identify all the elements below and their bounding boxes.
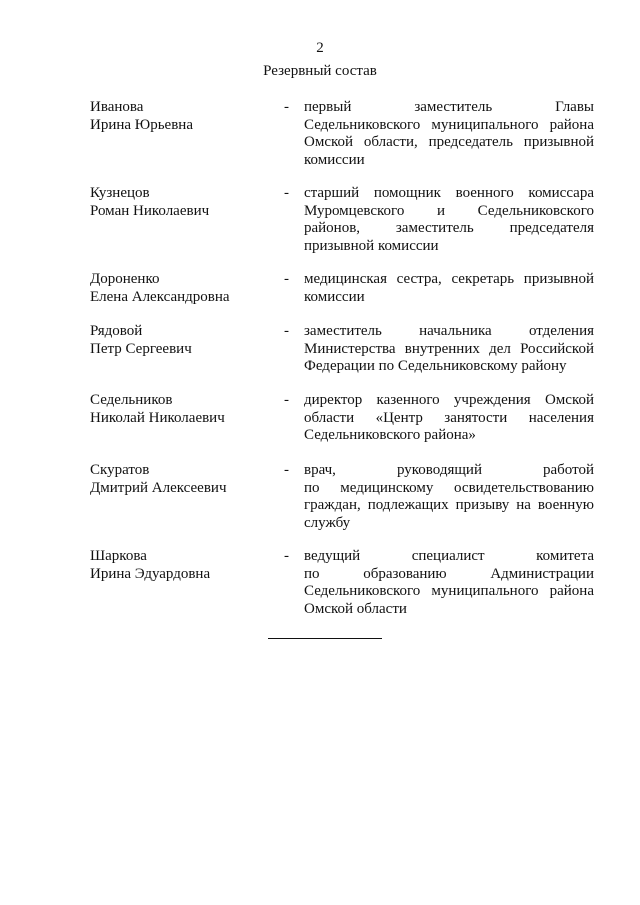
role-line: по медицинскому освидетельствованию bbox=[304, 479, 594, 496]
dash-separator: - bbox=[284, 548, 289, 564]
member-given-names: Елена Александровна bbox=[90, 288, 230, 305]
member-name bbox=[90, 548, 280, 583]
dash-separator: - bbox=[284, 271, 289, 287]
role-line: комиссии bbox=[304, 288, 365, 305]
role-line: старший помощник военного комиссара bbox=[304, 185, 594, 201]
role-line: районов, заместитель председателя bbox=[304, 220, 594, 236]
role-line: Седельниковского муниципального района bbox=[304, 583, 594, 599]
member-name bbox=[90, 271, 280, 306]
role-line: Министерства внутренних дел Российской bbox=[304, 340, 594, 357]
page-title: Резервный состав bbox=[263, 63, 377, 79]
member-given-names: Петр Сергеевич bbox=[90, 340, 192, 357]
member-given-names: Николай Николаевич bbox=[90, 409, 225, 426]
member-surname: Скуратов bbox=[90, 462, 150, 478]
member-name bbox=[90, 99, 280, 134]
member-surname: Седельников bbox=[90, 392, 173, 408]
member-role bbox=[304, 548, 594, 618]
role-line: Муромцевского и Седельниковского bbox=[304, 202, 594, 219]
member-role bbox=[304, 271, 594, 306]
member-given-names: Ирина Юрьевна bbox=[90, 116, 193, 133]
member-given-names: Ирина Эдуардовна bbox=[90, 565, 211, 582]
role-line: комиссии bbox=[304, 151, 365, 168]
member-role bbox=[304, 99, 594, 169]
member-surname: Шаркова bbox=[90, 548, 147, 564]
page-number: 2 bbox=[316, 40, 324, 56]
role-line: врач, руководящий работой bbox=[304, 462, 594, 478]
role-line: первый заместитель Главы bbox=[304, 99, 594, 115]
role-line: по образованию Администрации bbox=[304, 565, 594, 582]
member-surname: Дороненко bbox=[90, 271, 160, 287]
role-line: граждан, подлежащих призыву на военную bbox=[304, 497, 594, 513]
dash-separator: - bbox=[284, 185, 289, 201]
role-line: заместитель начальника отделения bbox=[304, 323, 594, 339]
member-name bbox=[90, 323, 280, 358]
end-divider bbox=[268, 638, 382, 639]
member-given-names: Дмитрий Алексеевич bbox=[90, 479, 227, 496]
member-role bbox=[304, 323, 594, 376]
role-line: Омской области bbox=[304, 600, 407, 617]
role-line: медицинская сестра, секретарь призывной bbox=[304, 271, 594, 287]
role-line: области «Центр занятости населения bbox=[304, 409, 594, 426]
role-line: Седельниковского района» bbox=[304, 427, 476, 443]
member-name bbox=[90, 392, 280, 427]
member-role bbox=[304, 392, 594, 445]
dash-separator: - bbox=[284, 99, 289, 115]
dash-separator: - bbox=[284, 392, 289, 408]
role-line: Омской области, председатель призывной bbox=[304, 134, 594, 150]
dash-separator: - bbox=[284, 323, 289, 339]
member-surname: Кузнецов bbox=[90, 185, 150, 201]
dash-separator: - bbox=[284, 462, 289, 478]
role-line: директор казенного учреждения Омской bbox=[304, 392, 594, 408]
member-surname: Рядовой bbox=[90, 323, 143, 339]
role-line: Федерации по Седельниковскому району bbox=[304, 358, 567, 374]
member-given-names: Роман Николаевич bbox=[90, 202, 210, 219]
member-role bbox=[304, 185, 594, 255]
role-line: призывной комиссии bbox=[304, 237, 439, 254]
member-surname: Иванова bbox=[90, 99, 144, 115]
role-line: ведущий специалист комитета bbox=[304, 548, 594, 564]
member-name bbox=[90, 462, 280, 497]
role-line: Седельниковского муниципального района bbox=[304, 116, 594, 133]
role-line: службу bbox=[304, 514, 351, 531]
member-name bbox=[90, 185, 280, 220]
member-role bbox=[304, 462, 594, 532]
